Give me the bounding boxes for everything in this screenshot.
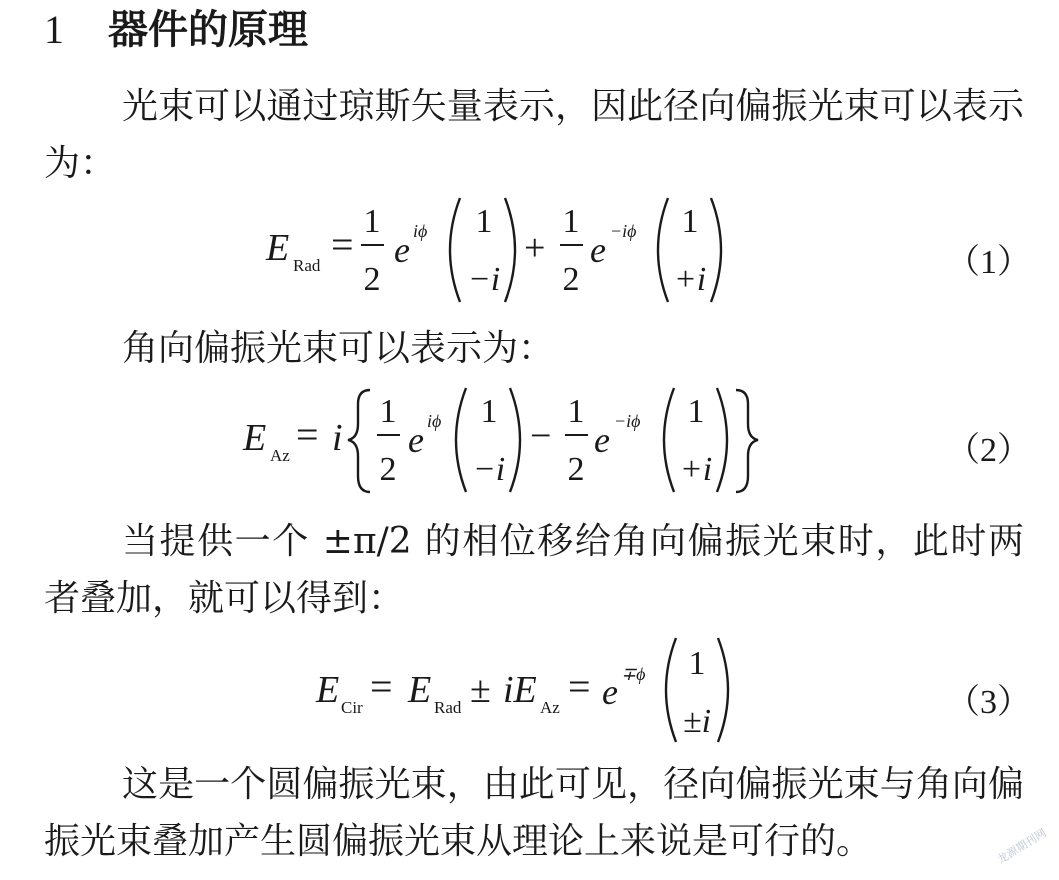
- eq1-lhs-sub: Rad: [293, 256, 321, 275]
- eq3-exponent: ∓ϕ: [621, 664, 646, 684]
- eq2-equals: =: [296, 412, 319, 457]
- eq1-exponent-1: iϕ: [413, 221, 428, 241]
- section-title: 器件的原理: [108, 7, 308, 53]
- equation-1: [0, 192, 1059, 317]
- eq1-exp-base-1: e: [394, 230, 410, 270]
- eq3-vec-left-paren: [666, 638, 676, 742]
- equation-1-number: （1）: [946, 244, 1031, 281]
- eq2-vec2-bottom: +i: [679, 451, 713, 488]
- paragraph-conclusion: 这是一个圆偏振光束，由此可见，径向偏振光束与角向偏振光束叠加产生圆偏振光束从理论上来说是可行的。: [44, 764, 1024, 862]
- equation-3: [0, 632, 1059, 752]
- eq1-lhs: E: [266, 227, 290, 269]
- eq2-vec1-top: 1: [480, 393, 498, 430]
- watermark: 龙源期刊网: [994, 826, 1049, 867]
- eq1-frac1-den: 2: [363, 261, 381, 298]
- paragraph-azimuthal-intro: 角向偏振光束可以表示为：: [122, 328, 555, 369]
- eq3-vec-top: 1: [688, 645, 706, 682]
- eq3-equals-2: =: [568, 664, 591, 709]
- eq2-exp-base-2: e: [594, 420, 610, 460]
- eq2-exponent-2: −iϕ: [614, 411, 641, 431]
- eq3-lhs-sub: Cir: [341, 698, 363, 717]
- eq1-equals: =: [331, 222, 354, 267]
- eq1-frac2-num: 1: [562, 203, 580, 240]
- eq3-vec-right-paren: [718, 638, 728, 742]
- eq3-mid2: iE: [503, 669, 537, 711]
- eq1-vec2-bottom: +i: [673, 261, 707, 298]
- eq2-exponent-1: iϕ: [427, 411, 442, 431]
- eq2-left-brace: [348, 390, 370, 492]
- eq2-vec1-bottom: −i: [472, 451, 506, 488]
- eq2-exp-base-1: e: [408, 420, 424, 460]
- equation-1-formula: [0, 192, 1059, 317]
- eq3-equals-1: =: [370, 664, 393, 709]
- eq1-vec2-top: 1: [681, 203, 699, 240]
- eq2-prefix: i: [332, 417, 343, 459]
- eq3-mid1: E: [408, 669, 432, 711]
- eq1-vec1-bottom: −i: [467, 261, 501, 298]
- eq3-vec-bottom: ±i: [682, 703, 712, 740]
- eq2-vec2-left-paren: [664, 388, 674, 492]
- section-heading: [44, 4, 308, 56]
- eq1-frac1-num: 1: [363, 203, 381, 240]
- eq1-frac2-den: 2: [562, 261, 580, 298]
- eq3-lhs: E: [316, 669, 340, 711]
- eq3-exp-base: e: [602, 672, 618, 712]
- eq2-vec1-right-paren: [510, 388, 520, 492]
- equation-2-formula: [0, 382, 1059, 502]
- eq1-vec1-right-paren: [505, 198, 515, 302]
- eq2-vec2-right-paren: [717, 388, 727, 492]
- eq2-right-brace: [736, 390, 758, 492]
- section-number: 1: [44, 7, 64, 52]
- eq2-frac2-den: 2: [567, 451, 585, 488]
- eq1-vec1-top: 1: [475, 203, 493, 240]
- eq2-frac1-num: 1: [379, 393, 397, 430]
- eq3-pm: ±: [470, 669, 491, 711]
- paragraph-jones-vector: 光束可以通过琼斯矢量表示，因此径向偏振光束可以表示为：: [44, 86, 1024, 184]
- equation-2-number: （2）: [946, 432, 1031, 469]
- paragraph-phase-shift: 当提供一个 ±π/2 的相位移给角向偏振光束时，此时两者叠加，就可以得到：: [44, 521, 1024, 619]
- eq2-frac2-num: 1: [567, 393, 585, 430]
- eq3-mid1-sub: Rad: [434, 698, 462, 717]
- eq1-vec2-left-paren: [658, 198, 668, 302]
- eq1-exp-base-2: e: [590, 230, 606, 270]
- eq1-vec2-right-paren: [711, 198, 721, 302]
- eq2-frac1-den: 2: [379, 451, 397, 488]
- eq1-plus: +: [524, 227, 546, 269]
- equation-3-number: （3）: [946, 684, 1031, 721]
- eq2-vec1-left-paren: [456, 388, 466, 492]
- eq1-exponent-2: −iϕ: [610, 221, 637, 241]
- eq1-vec1-left-paren: [450, 198, 460, 302]
- eq2-lhs-sub: Az: [270, 446, 290, 465]
- eq2-lhs: E: [243, 417, 267, 459]
- equation-3-formula: [0, 632, 1059, 752]
- eq2-minus: −: [530, 415, 552, 457]
- eq3-mid2-sub: Az: [540, 698, 560, 717]
- eq2-vec2-top: 1: [687, 393, 705, 430]
- equation-2: [0, 382, 1059, 502]
